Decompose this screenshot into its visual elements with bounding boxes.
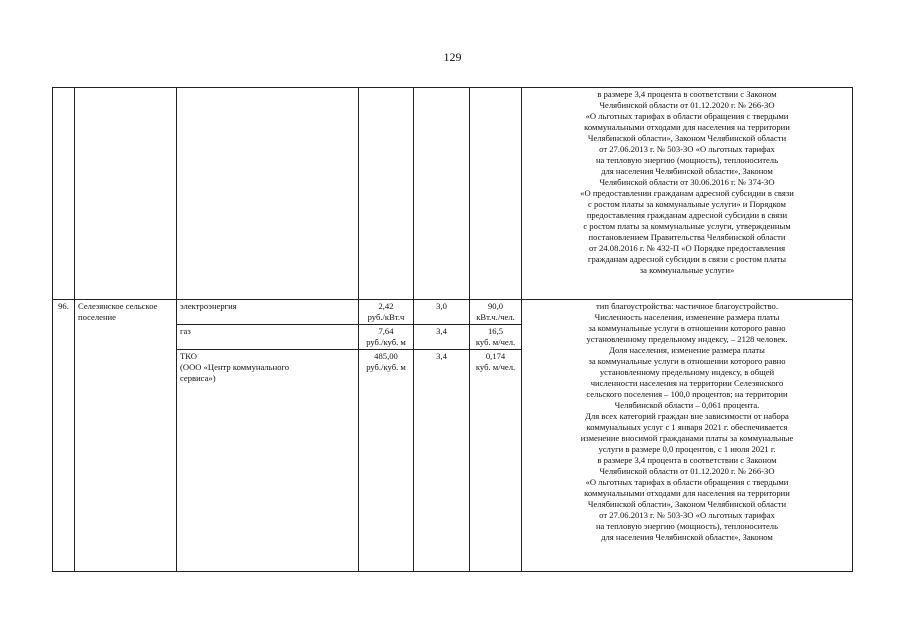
- note-line: изменение вносимой гражданами платы за коммунальные: [580, 433, 794, 443]
- note-line: численности населения на территории Селезянского: [590, 378, 784, 388]
- note-line: «О льготных тарифах в области обращения с твердыми: [585, 111, 789, 121]
- service-tko: [177, 350, 359, 572]
- note-line: с ростом платы за коммунальные услуги, утвержденным: [583, 221, 791, 231]
- tariff-electricity: [359, 300, 414, 325]
- note-line: от 27.06.2013 г. № 503-ЗО «О льготных тарифах: [599, 510, 775, 520]
- cell-settlement: [75, 88, 177, 300]
- settlement-line: Селезянское сельское: [78, 301, 158, 311]
- index-gas: 3,4: [414, 325, 470, 350]
- tariff-value: 2,42: [378, 301, 394, 311]
- row96-note: [522, 300, 853, 572]
- note-line: Челябинской области от 30.06.2016 г. № 374-ЗО: [599, 177, 775, 187]
- note-line: услуги в размере 0,0 процентов, с 1 июля 2021 г.: [598, 444, 776, 454]
- note-line: на тепловую энергию (мощность), теплоноситель: [595, 155, 779, 165]
- norm-unit: куб. м/чел.: [475, 362, 516, 372]
- note-line: предоставления гражданам адресной субсидии в связи: [586, 210, 788, 220]
- tariff-table: [52, 87, 853, 572]
- note-line: для населения Челябинской области», Законом: [601, 166, 773, 176]
- note-line: в размере 3,4 процента в соответствии с Законом: [597, 89, 777, 99]
- tariff-unit: руб./кВт.ч: [367, 312, 405, 322]
- note-line: тип благоустройства: частичное благоустройство.: [596, 301, 778, 311]
- norm-tko: [470, 350, 522, 572]
- index-tko: 3,4: [414, 350, 470, 572]
- note-line: Челябинской области – 0,061 процента.: [614, 400, 760, 410]
- tariff-unit: руб./куб. м: [366, 337, 406, 347]
- norm-value: 16,5: [487, 326, 504, 336]
- cell-tariff: [359, 88, 414, 300]
- note-line: Для всех категорий граждан вне зависимости от набора: [585, 411, 789, 421]
- cell-index: [414, 88, 470, 300]
- note-line: для населения Челябинской области», Законом: [601, 532, 773, 542]
- note-line: «О льготных тарифах в области обращения с твердыми: [585, 477, 789, 487]
- note-line: коммунальными отходами для населения на территории: [584, 488, 790, 498]
- service-name: электроэнергия: [180, 301, 237, 311]
- note-line: Доля населения, изменение размера платы: [609, 345, 765, 355]
- note-line: сельского поселения – 100,0 процентов; на территории: [586, 389, 788, 399]
- note-line: в размере 3,4 процента в соответствии с Законом: [597, 455, 777, 465]
- cell-note: [522, 88, 853, 300]
- note-line: Челябинской области», Законом Челябинской области: [587, 133, 787, 143]
- page-number: 129: [443, 50, 462, 64]
- tariff-gas: [359, 325, 414, 350]
- note-line: за коммунальные услуги в отношении которого равно: [588, 323, 786, 333]
- norm-unit: кВт.ч./чел.: [476, 312, 515, 322]
- service-name: газ: [180, 326, 191, 336]
- settlement-name: [75, 300, 177, 572]
- settlement-line: поселение: [78, 312, 116, 322]
- service-name: сервиса»): [180, 373, 216, 383]
- note-line: Челябинской области от 01.12.2020 г. № 266-ЗО: [599, 466, 775, 476]
- note-line: от 24.08.2016 г. № 432-П «О Порядке предоставления: [588, 243, 786, 253]
- norm-electricity: [470, 300, 522, 325]
- note-line: гражданам адресной субсидии в связи с ростом платы: [587, 254, 787, 264]
- note-line: от 27.06.2013 г. № 503-ЗО «О льготных тарифах: [599, 144, 775, 154]
- note-line: за коммунальные услуги»: [639, 265, 735, 275]
- service-electricity: [177, 300, 359, 325]
- norm-unit: куб. м/чел.: [475, 337, 516, 347]
- note-line: на тепловую энергию (мощность), теплоноситель: [595, 521, 779, 531]
- norm-gas: [470, 325, 522, 350]
- continuation-row: [53, 88, 853, 300]
- note-line: установленному предельному индексу, – 2128 человек.: [586, 334, 788, 344]
- note-line: с ростом платы за коммунальные услуги» и Порядком: [588, 199, 786, 209]
- tariff-value: 485,00: [374, 351, 398, 361]
- cell-number: [53, 88, 75, 300]
- tariff-unit: руб./куб. м: [366, 362, 406, 372]
- note-line: за коммунальные услуги в отношении которого равно: [588, 356, 786, 366]
- norm-value: 0,174: [485, 351, 506, 361]
- index-electricity: 3,0: [414, 300, 470, 325]
- table-row-96-electricity: [53, 300, 853, 325]
- cell-norm: [470, 88, 522, 300]
- note-line: постановлением Правительства Челябинской области: [588, 232, 786, 242]
- note-line: коммунальными отходами для населения на территории: [584, 122, 790, 132]
- note-line: «О предоставлении гражданам адресной субсидии в связи: [580, 188, 794, 198]
- cell-service: [177, 88, 359, 300]
- note-line: коммунальных услуг с 1 января 2021 г. обеспечивается: [586, 422, 788, 432]
- note-line: Численность населения, изменение размера платы: [594, 312, 780, 322]
- tariff-tko: [359, 350, 414, 572]
- norm-value: 90,0: [487, 301, 504, 311]
- service-name: (ООО «Центр коммунального: [180, 362, 290, 372]
- note-line: установленному предельному индексу, в общей: [599, 367, 775, 377]
- row-number: 96.: [53, 300, 75, 572]
- service-gas: [177, 325, 359, 350]
- note-line: Челябинской области от 01.12.2020 г. № 266-ЗО: [599, 100, 775, 110]
- note-line: Челябинской области», Законом Челябинской области: [587, 499, 787, 509]
- tariff-value: 7,64: [378, 326, 394, 336]
- service-name: ТКО: [180, 351, 197, 361]
